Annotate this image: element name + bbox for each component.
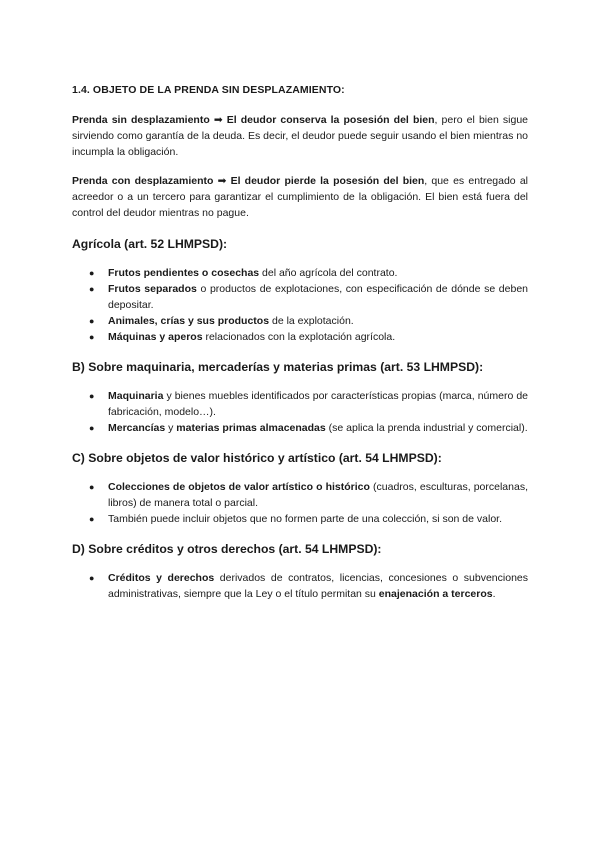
list-item	[86, 479, 528, 511]
bold-term: Animales, crías y sus productos	[108, 315, 270, 327]
bold-term: Colecciones de objetos de valor artístico o histórico	[108, 481, 370, 493]
list-item	[86, 281, 528, 313]
list-item	[86, 420, 528, 436]
bullet-icon: ●	[89, 423, 95, 433]
list-objetos-valor	[72, 479, 528, 527]
bullet-icon: ●	[89, 514, 95, 524]
paragraph-text: , que es entregado al acreedor o a un tercero para garantizar el cumplimiento de la obligación. El bien está fuera del control del deudor mientras no pague.	[72, 175, 528, 219]
item-text: y	[165, 422, 177, 434]
bullet-icon: ●	[89, 482, 95, 492]
paragraph-text: , pero el bien sigue sirviendo como garantía de la deuda. Es decir, el deudor puede seguir usando el bien mientras no incumpla la obligación.	[72, 114, 528, 158]
item-text: o productos de explotaciones, con especificación de dónde se deben depositar.	[108, 283, 528, 311]
bold-term: Máquinas y aperos	[108, 331, 203, 343]
bullet-icon: ●	[89, 573, 95, 583]
item-text: (cuadros, esculturas, porcelanas, libros) de manera total o parcial.	[108, 481, 528, 509]
heading-objetos-valor: C) Sobre objetos de valor histórico y artístico (art. 54 LHMPSD):	[72, 451, 442, 465]
bold-term: Frutos pendientes o cosechas	[108, 267, 260, 279]
item-text: También puede incluir objetos que no formen parte de una colección, si son de valor.	[108, 513, 502, 525]
document-page	[72, 84, 528, 617]
section-title: 1.4. OBJETO DE LA PRENDA SIN DESPLAZAMIENTO:	[72, 84, 345, 96]
item-text: del año agrícola del contrato.	[259, 267, 398, 279]
bold-term: Frutos separados	[108, 283, 197, 295]
bold-term: Mercancías	[108, 422, 166, 434]
bold-term: Prenda con desplazamiento	[72, 175, 214, 187]
list-agricola	[72, 265, 528, 345]
bullet-icon: ●	[89, 332, 95, 342]
list-maquinaria	[72, 388, 528, 436]
list-item	[86, 329, 528, 345]
heading-creditos: D) Sobre créditos y otros derechos (art. 54 LHMPSD):	[72, 542, 382, 556]
heading-maquinaria: B) Sobre maquinaria, mercaderías y materias primas (art. 53 LHMPSD):	[72, 360, 484, 374]
bold-term: materias primas almacenadas	[176, 422, 326, 434]
paragraph-sin-desplazamiento	[72, 112, 528, 160]
item-text: de la explotación.	[269, 315, 354, 327]
list-item	[86, 313, 528, 329]
list-item	[86, 265, 528, 281]
item-text: y bienes muebles identificados por características propias (marca, número de fabricación, modelo…).	[108, 390, 528, 418]
item-text: relacionados con la explotación agrícola.	[202, 331, 396, 343]
arrow-icon: ➡	[213, 175, 231, 187]
item-text: .	[492, 588, 496, 600]
bold-term: Prenda sin desplazamiento	[72, 114, 210, 126]
bold-term: enajenación a terceros	[378, 588, 493, 600]
bold-phrase: El deudor pierde la posesión del bien	[230, 175, 425, 187]
arrow-icon: ➡	[209, 114, 227, 126]
bold-term: Créditos y derechos	[108, 572, 215, 584]
list-creditos	[72, 570, 528, 602]
bullet-icon: ●	[89, 284, 95, 294]
heading-agricola: Agrícola (art. 52 LHMPSD):	[72, 237, 228, 251]
list-item	[86, 570, 528, 602]
bullet-icon: ●	[89, 316, 95, 326]
list-item	[86, 511, 528, 527]
item-text: derivados de contratos, licencias, concesiones o subvenciones administrativas, siempre que la Ley o el título permitan su	[108, 572, 528, 600]
item-text: (se aplica la prenda industrial y comercial).	[325, 422, 528, 434]
paragraph-con-desplazamiento	[72, 173, 528, 221]
bold-term: Maquinaria	[108, 390, 164, 402]
bullet-icon: ●	[89, 391, 95, 401]
bold-phrase: El deudor conserva la posesión del bien	[226, 114, 435, 126]
list-item	[86, 388, 528, 420]
bullet-icon: ●	[89, 268, 95, 278]
